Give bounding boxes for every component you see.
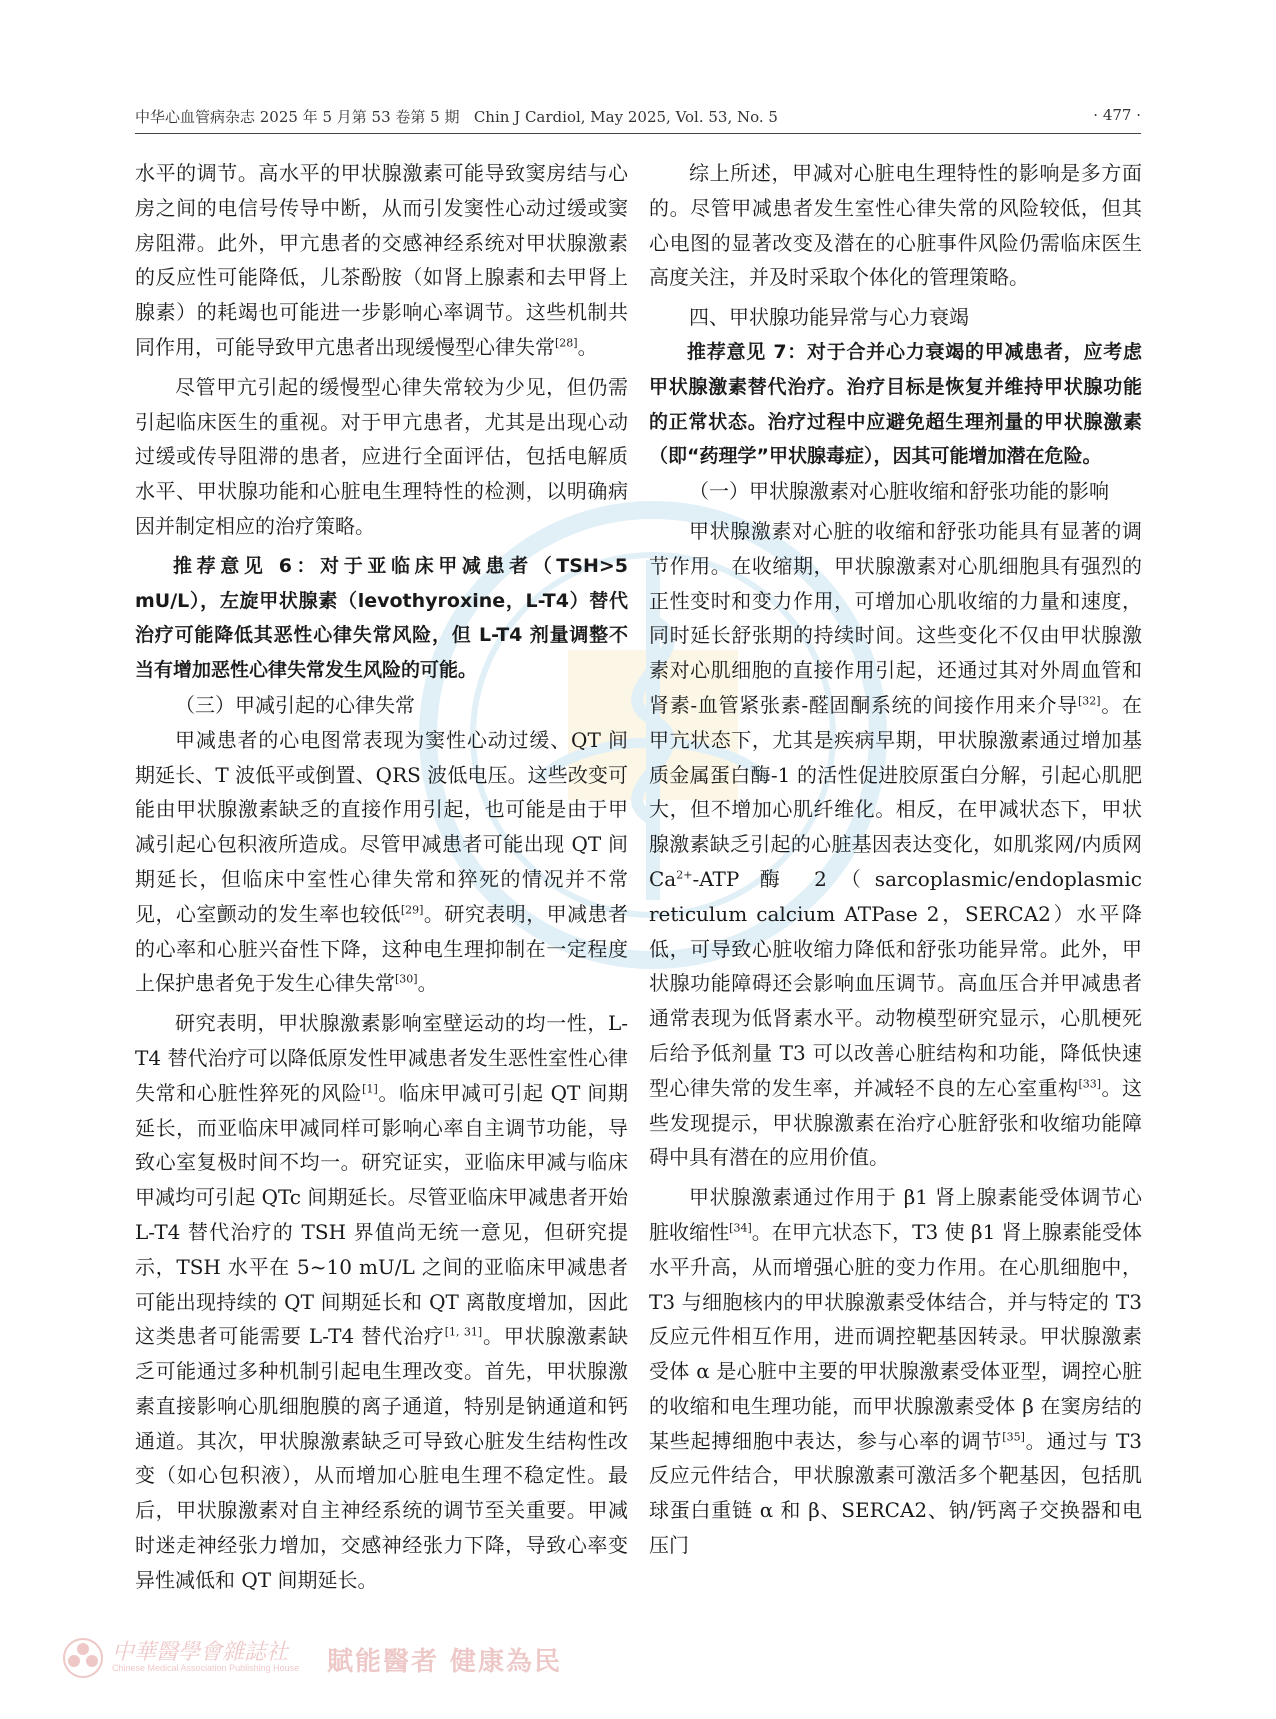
journal-title-en: Chin J Cardiol, May 2025, Vol. 53, No. 5 xyxy=(473,108,778,126)
paragraph: 甲状腺激素对心脏的收缩和舒张功能具有显著的调节作用。在收缩期，甲状腺激素对心肌细胞具有强烈的正性变时和变力作用，可增加心肌收缩的力量和速度，同时延长舒张期的持续时间。这些变化不仅由甲状腺激素对心肌细胞的直接作用引起，还通过其对外周血管和肾素-血管紧张素-醛固酮系统的间接作用来介导[32]。在甲亢状态下，尤其是疾病早期，甲状腺激素通过增加基质金属蛋白酶-1 的活性促进胶原蛋白分解，引起心肌肥大，但不增加心肌纤维化。相反，在甲减状态下，甲状腺激素缺乏引起的心脏基因表达变化，如肌浆网/内质网 $Ca^{2+}$-ATP 酶 2（sarcoplasmic/endoplasmic reticulum calcium ATPase 2，SERCA2）水平降低，可导致心脏收缩力降低和舒张功能异常。此外，甲状腺功能障碍还会影响血压调节。高血压合并甲减患者通常表现为低肾素水平。动物模型研究显示，心肌梗死后给予低剂量 T3 可以改善心脏结构和功能，降低快速型心律失常的发生率，并减轻不良的左心室重构[33]。这些发现提示，甲状腺激素在治疗心脏舒张和收缩功能障碍中具有潜在的应用价值。 xyxy=(649,518,1143,1170)
citation: [33] xyxy=(1078,1077,1102,1091)
paragraph-continued: 水平的调节。高水平的甲状腺激素可能导致窦房结与心房之间的电信号传导中断，从而引发窦性心动过缓或窦房阻滞。此外，甲亢患者的交感神经系统对甲状腺激素的反应性可能降低，儿茶酚胺（如肾上腺素和去甲肾上腺素）的耗竭也可能进一步影响心率调节。这些机制共同作用，可能导致甲亢患者出现缓慢型心律失常[28]。 xyxy=(135,161,628,359)
paragraph: 甲减患者的心电图常表现为窦性心动过缓、QT 间期延长、T 波低平或倒置、QRS 波低电压。这些改变可能由甲状腺激素缺乏的直接作用引起，也可能是由于甲减引起心包积液所造成。尽管甲减患者可能出现 QT 间期延长，但临床中室性心律失常和猝死的情况并不常见，心室颤动的发生率也较低[29]。研究表明，甲减患者的心率和心脏兴奋性下降，这种电生理抑制在一定程度上保护患者免于发生心律失常[30]。 xyxy=(135,727,629,996)
paragraph: 综上所述，甲减对心脏电生理特性的影响是多方面的。尽管甲减患者发生室性心律失常的风险较低，但其心电图的显著改变及潜在的心脏事件风险仍需临床医生高度关注，并及时采取个体化的管理策略。 xyxy=(649,161,1142,290)
journal-title-cn: 中华心血管病杂志 2025 年 5 月第 53 卷第 5 期 xyxy=(135,108,460,126)
publisher-name-en: Chinese Medical Association Publishing House xyxy=(112,1663,300,1673)
section-heading-4: 四、甲状腺功能异常与心力衰竭 xyxy=(689,305,969,330)
citation: [29] xyxy=(400,903,424,917)
superscript: 2+ xyxy=(676,868,693,882)
paragraph: 甲状腺激素通过作用于 β1 肾上腺素能受体调节心脏收缩性[34]。在甲亢状态下，T3 使 β1 肾上腺素能受体水平升高，从而增强心脏的变力作用。在心肌细胞中，T3 与细胞核内的甲状腺激素受体结合，并与特定的 T3 反应元件相互作用，进而调控靶基因转录。甲状腺激素受体 α 是心脏中主要的甲状腺激素受体亚型，调控心脏的收缩和电生理功能，而甲状腺激素受体 β 在窦房结的某些起搏细胞中表达，参与心率的调节[35]。通过与 T3 反应元件结合，甲状腺激素可激活多个靶基因，包括肌球蛋白重链 α 和 β、SERCA2、钠/钙离子交换器和电压门 xyxy=(649,1185,1143,1558)
paragraph: 尽管甲亢引起的缓慢型心律失常较为少见，但仍需引起临床医生的重视。对于甲亢患者，尤其是出现心动过缓或传导阻滞的患者，应进行全面评估，包括电解质水平、甲状腺功能和心脏电生理特性的检测，以明确病因并制定相应的治疗策略。 xyxy=(135,374,628,538)
subsection-heading: （一）甲状腺激素对心脏收缩和舒张功能的影响 xyxy=(689,479,1109,504)
recommendation-7: 推荐意见 7：对于合并心力衰竭的甲减患者，应考虑甲状腺激素替代治疗。治疗目标是恢复并维持甲状腺功能的正常状态。治疗过程中应避免超生理剂量的甲状腺激素（即“药理学”甲状腺毒症），因其可能增加潜在危险。 xyxy=(649,340,1142,468)
publisher-logo xyxy=(62,1635,563,1683)
citation: [28] xyxy=(555,336,578,350)
running-header xyxy=(135,106,1141,132)
citation: [34] xyxy=(729,1221,752,1235)
citation: [1] xyxy=(362,1082,378,1096)
flower-emblem-icon xyxy=(62,1637,104,1679)
paragraph: 研究表明，甲状腺激素影响室壁运动的均一性，L-T4 替代治疗可以降低原发性甲减患者发生恶性室性心律失常和心脏性猝死的风险[1]。临床甲减可引起 QT 间期延长，而亚临床甲减同样可影响心率自主调节功能，导致心室复极时间不均一。研究证实，亚临床甲减与临床甲减均可引起 QTc 间期延长。尽管亚临床甲减患者开始 L-T4 替代治疗的 TSH 界值尚无统一意见，但研究提示，TSH 水平在 5~10 mU/L 之间的亚临床甲减患者可能出现持续的 QT 间期延长和 QT 离散度增加，因此这类患者可能需要 L-T4 替代治疗[1, 31]。甲状腺激素缺乏可能通过多种机制引起电生理改变。首先，甲状腺激素直接影响心肌细胞膜的离子通道，特别是钠通道和钙通道。其次，甲状腺激素缺乏可导致心脏发生结构性改变（如心包积液），从而增加心脏电生理不稳定性。最后，甲状腺激素对自主神经系统的调节至关重要。甲减时迷走神经张力增加，交感神经张力下降，导致心率变异性减低和 QT 间期延长。 xyxy=(135,1011,629,1592)
publisher-name-cn: 中華醫學會雜誌社 xyxy=(112,1640,289,1665)
publisher-slogan: 賦能醫者 健康為民 xyxy=(327,1647,563,1677)
page-number: · 477 · xyxy=(1093,106,1141,124)
left-column xyxy=(135,156,628,1598)
citation: [1, 31] xyxy=(444,1325,483,1339)
section-heading-3: （三）甲减引起的心律失常 xyxy=(175,692,415,717)
citation: [32] xyxy=(1078,694,1101,708)
right-column xyxy=(649,156,1142,1563)
header-rule xyxy=(135,133,1141,134)
citation: [30] xyxy=(395,972,418,986)
recommendation-6: 推荐意见 6：对于亚临床甲减患者（TSH>5 mU/L），左旋甲状腺素（levothyroxine，L-T4）替代治疗可能降低其恶性心律失常风险，但 L-T4 剂量调整不当有增加恶性心律失常发生风险的可能。 xyxy=(135,554,628,682)
citation: [35] xyxy=(1002,1430,1025,1444)
